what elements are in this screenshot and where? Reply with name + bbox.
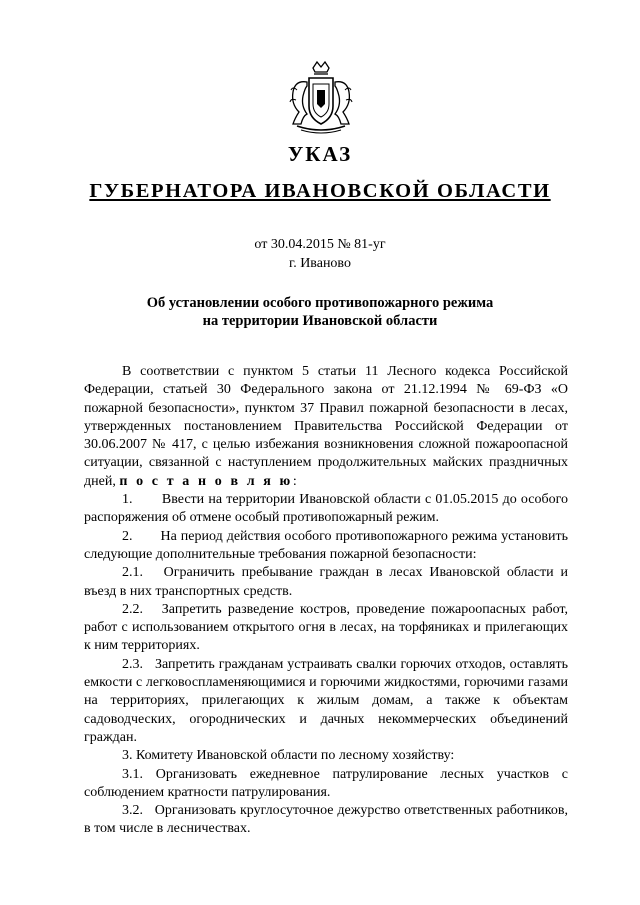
decree-body xyxy=(84,363,568,839)
subject-line-1: Об установлении особого противопожарного режима xyxy=(146,295,494,311)
city: г. Иваново xyxy=(289,256,351,271)
coat-of-arms-emblem xyxy=(287,60,355,134)
paragraph-3-1: 3.1. Организовать ежедневное патрулирование лесных участков с соблюдением кратности патрулирования. xyxy=(84,766,568,800)
issuer-title: ГУБЕРНАТОРА ИВАНОВСКОЙ ОБЛАСТИ xyxy=(89,180,551,202)
preamble-text: В соответствии с пунктом 5 статьи 11 Лесного кодекса Российской Федерации, статьей 30 Федерального закона от 21.12.1994 № 69-ФЗ «О пожарной безопасности», пунктом 37 Правил пожарной безопасности в лесах, утвержденных постановлением Правительства Российской Федерации от 30.06.2007 № 417, с целью избежания возникновения сложной пожароопасной ситуации, связанной с наступлением продолжительных майских праздничных дней, xyxy=(84,364,568,489)
decree-subject xyxy=(0,294,640,330)
paragraph-3-2: 3.2. Организовать круглосуточное дежурство ответственных работников, в том числе в лесничествах. xyxy=(84,803,568,837)
preamble-paragraph xyxy=(84,363,568,491)
paragraph-2-2: 2.2. Запретить разведение костров, проведение пожароопасных работ, работ с использованием открытого огня в лесах, на торфяниках и прилегающих к ним территориях. xyxy=(84,601,568,654)
decree-title: УКАЗ xyxy=(287,142,353,166)
paragraph-2-1: 2.1. Ограничить пребывание граждан в лесах Ивановской области и въезд в них транспортных средств. xyxy=(84,565,568,599)
paragraph-3: 3. Комитету Ивановской области по лесному хозяйству: xyxy=(122,748,455,764)
decree-colon: : xyxy=(292,473,297,489)
paragraph-1: 1. Ввести на территории Ивановской области с 01.05.2015 до особого распоряжения об отмене особый противопожарный режим. xyxy=(84,492,568,526)
paragraph-2: 2. На период действия особого противопожарного режима установить следующие дополнительные требования пожарной безопасности: xyxy=(84,528,568,562)
subject-line-2: на территории Ивановской области xyxy=(202,313,438,329)
paragraph-2-3: 2.3. Запретить гражданам устраивать свалки горючих отходов, оставлять емкости с легковоспламеняющимися и горючими жидкостями, горючими газами на территориях, прилегающих к жилым домам, а также к объектам садоводческих, огороднических и дачных некоммерческих объединений граждан. xyxy=(84,656,568,745)
date-number: от 30.04.2015 № 81-уг xyxy=(254,237,386,252)
decree-word: п о с т а н о в л я ю xyxy=(119,473,293,489)
